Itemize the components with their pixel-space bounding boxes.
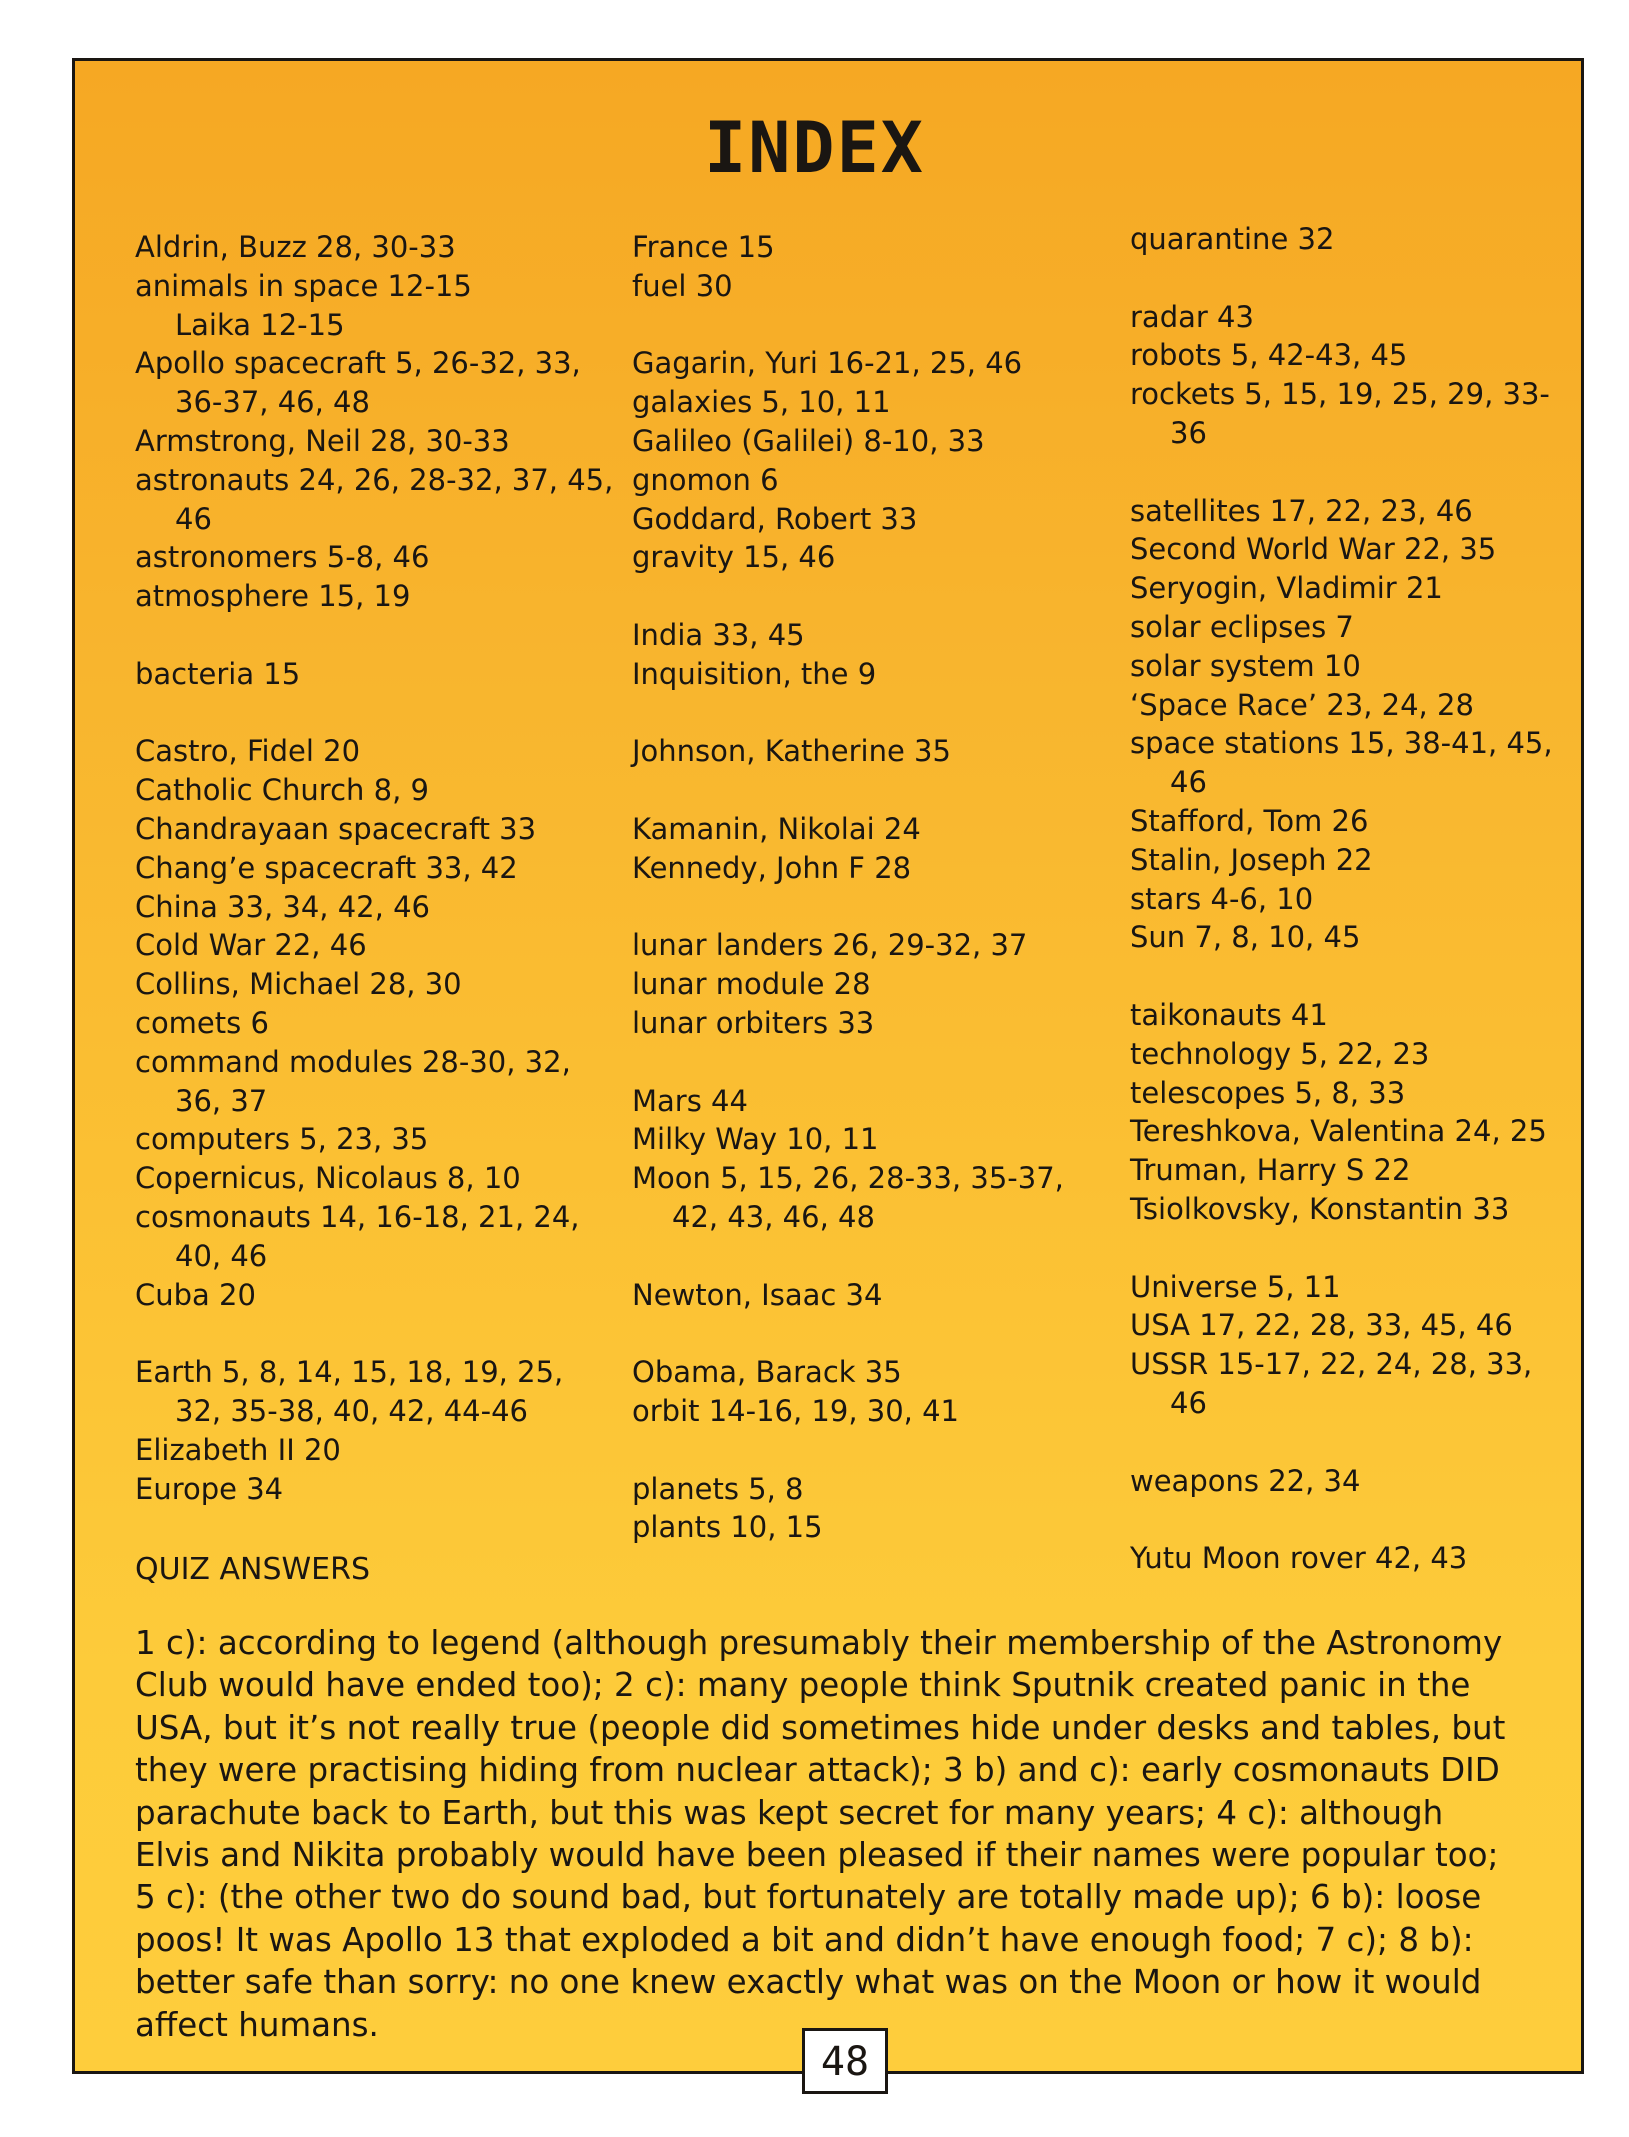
index-spacer	[632, 577, 1112, 616]
quiz-answers-heading: QUIZ ANSWERS	[135, 1552, 371, 1587]
index-entry: fuel 30	[632, 268, 733, 303]
index-entry: satellites 17, 22, 23, 46	[1130, 493, 1473, 528]
index-entry: plants 10, 15	[632, 1510, 823, 1545]
index-entry: lunar orbiters 33	[632, 1005, 875, 1040]
index-entry: stars 4-6, 10	[1130, 881, 1314, 916]
index-spacer	[1130, 453, 1570, 492]
index-entry: cosmonauts 14, 16-18, 21, 24, 40, 46	[135, 1199, 580, 1273]
index-column-2	[632, 228, 1112, 1547]
index-entry: taikonauts 41	[1130, 997, 1328, 1032]
index-entry: Sun 7, 8, 10, 45	[1130, 920, 1361, 955]
page-number: 48	[802, 2028, 888, 2094]
index-entry: quarantine 32	[1130, 222, 1335, 256]
index-entry: gnomon 6	[632, 462, 779, 497]
index-spacer	[632, 1043, 1112, 1082]
index-entry: solar system 10	[1130, 648, 1361, 683]
index-entry: Seryogin, Vladimir 21	[1130, 571, 1443, 606]
index-entry: Universe 5, 11	[1130, 1269, 1341, 1304]
index-entry: USA 17, 22, 28, 33, 45, 46	[1130, 1308, 1513, 1343]
index-spacer	[1130, 259, 1570, 298]
index-entry: Stalin, Joseph 22	[1130, 842, 1373, 877]
index-entry: lunar module 28	[632, 967, 871, 1002]
index-entry: India 33, 45	[632, 617, 805, 652]
index-entry: computers 5, 23, 35	[135, 1122, 429, 1157]
index-entry: Kamanin, Nikolai 24	[632, 811, 921, 846]
index-entry: lunar landers 26, 29-32, 37	[632, 928, 1028, 963]
index-spacer	[632, 888, 1112, 927]
index-column-1	[135, 228, 615, 1508]
index-spacer	[632, 771, 1112, 810]
index-entry: Tsiolkovsky, Konstantin 33	[1130, 1191, 1510, 1226]
index-entry: animals in space 12-15	[135, 268, 472, 303]
index-entry: Europe 34	[135, 1471, 284, 1506]
index-spacer	[135, 1314, 615, 1353]
index-entry: Inquisition, the 9	[632, 656, 877, 691]
index-entry: Earth 5, 8, 14, 15, 18, 19, 25, 32, 35-38, 40, 42, 44-46	[135, 1355, 564, 1428]
index-entry: USSR 15-17, 22, 24, 28, 33, 46	[1130, 1347, 1533, 1420]
index-entry: Truman, Harry S 22	[1130, 1153, 1411, 1188]
index-entry: space stations 15, 38-41, 45, 46	[1130, 726, 1553, 800]
index-entry: solar eclipses 7	[1130, 609, 1354, 644]
index-entry: weapons 22, 34	[1130, 1463, 1361, 1498]
index-entry: atmosphere 15, 19	[135, 579, 411, 614]
index-entry: Aldrin, Buzz 28, 30-33	[135, 230, 456, 264]
index-entry: Castro, Fidel 20	[135, 734, 361, 769]
index-entry: Laika 12-15	[175, 307, 345, 342]
index-entry: Obama, Barack 35	[632, 1355, 902, 1390]
index-entry: France 15	[632, 230, 775, 264]
index-entry: Chandrayaan spacecraft 33	[135, 811, 537, 846]
index-entry: Johnson, Katherine 35	[632, 734, 951, 769]
index-entry: ‘Space Race’ 23, 24, 28	[1130, 687, 1474, 722]
index-entry: Second World War 22, 35	[1130, 532, 1497, 567]
index-spacer	[632, 1431, 1112, 1470]
index-entry: Elizabeth II 20	[135, 1432, 341, 1467]
index-entry: Copernicus, Nicolaus 8, 10	[135, 1161, 521, 1196]
quiz-answers-text: 1 c): according to legend (although presumably their membership of the Astronomy Club would have ended too); 2 c): many people think Sputnik created panic in the USA, but it’s not really true (people did sometimes hide under desks and tables, but they were practising hiding from nuclear attack); 3 b) and c): early cosmonauts DID parachute back to Earth, but this was kept secret for many years; 4 c): although Elvis and Nikita probably would have been pleased if their names were popular too; 5 c): (the other two do sound bad, but fortunately are totally made up); 6 b): loose poos! It was Apollo 13 that exploded a bit and didn’t have enough food; 7 c); 8 b): better safe than sorry: no one knew exactly what was on the Moon or how it would affect humans.	[135, 1624, 1506, 2044]
index-spacer	[632, 1314, 1112, 1353]
index-entry: Yutu Moon rover 42, 43	[1130, 1541, 1468, 1576]
index-entry: Cuba 20	[135, 1277, 256, 1312]
index-spacer	[1130, 1423, 1570, 1462]
index-entry: command modules 28-30, 32, 36, 37	[135, 1044, 571, 1118]
index-column-3	[1130, 220, 1570, 1578]
index-entry: Catholic Church 8, 9	[135, 773, 429, 808]
index-entry: comets 6	[135, 1005, 269, 1040]
index-spacer	[632, 694, 1112, 733]
index-spacer	[135, 616, 615, 655]
index-entry: astronomers 5-8, 46	[135, 540, 430, 575]
index-entry: gravity 15, 46	[632, 540, 836, 575]
index-spacer	[1130, 1229, 1570, 1268]
index-entry: Newton, Isaac 34	[632, 1277, 883, 1312]
index-entry: Gagarin, Yuri 16-21, 25, 46	[632, 346, 1023, 381]
index-entry: Moon 5, 15, 26, 28-33, 35-37, 42, 43, 46, 48	[632, 1161, 1064, 1234]
index-entry: Stafford, Tom 26	[1130, 803, 1369, 838]
index-spacer	[135, 694, 615, 733]
index-entry: planets 5, 8	[632, 1471, 804, 1506]
index-entry: telescopes 5, 8, 33	[1130, 1075, 1406, 1110]
index-spacer	[1130, 957, 1570, 996]
index-entry: bacteria 15	[135, 656, 301, 691]
index-entry: Mars 44	[632, 1083, 748, 1118]
index-entry: robots 5, 42-43, 45	[1130, 338, 1408, 373]
index-entry: rockets 5, 15, 19, 25, 29, 33-36	[1130, 377, 1550, 450]
index-entry: Cold War 22, 46	[135, 928, 367, 963]
index-entry: Tereshkova, Valentina 24, 25	[1130, 1114, 1547, 1149]
index-entry: Armstrong, Neil 28, 30-33	[135, 423, 510, 458]
index-entry: Collins, Michael 28, 30	[135, 967, 462, 1002]
index-entry: Goddard, Robert 33	[632, 501, 918, 536]
index-entry: Kennedy, John F 28	[632, 850, 912, 885]
page-title: INDEX	[704, 107, 925, 189]
index-entry: orbit 14-16, 19, 30, 41	[632, 1393, 960, 1428]
index-entry: astronauts 24, 26, 28-32, 37, 45, 46	[135, 462, 614, 536]
index-entry: technology 5, 22, 23	[1130, 1036, 1430, 1071]
index-entry: radar 43	[1130, 299, 1254, 334]
index-entry: Apollo spacecraft 5, 26-32, 33, 36-37, 46, 48	[135, 346, 581, 420]
index-spacer	[632, 1237, 1112, 1276]
index-entry: Milky Way 10, 11	[632, 1122, 879, 1157]
index-entry: galaxies 5, 10, 11	[632, 385, 891, 420]
index-entry: China 33, 34, 42, 46	[135, 889, 430, 924]
index-entry: Galileo (Galilei) 8-10, 33	[632, 423, 985, 458]
index-spacer	[632, 306, 1112, 345]
index-spacer	[1130, 1500, 1570, 1539]
index-entry: Chang’e spacecraft 33, 42	[135, 850, 518, 885]
